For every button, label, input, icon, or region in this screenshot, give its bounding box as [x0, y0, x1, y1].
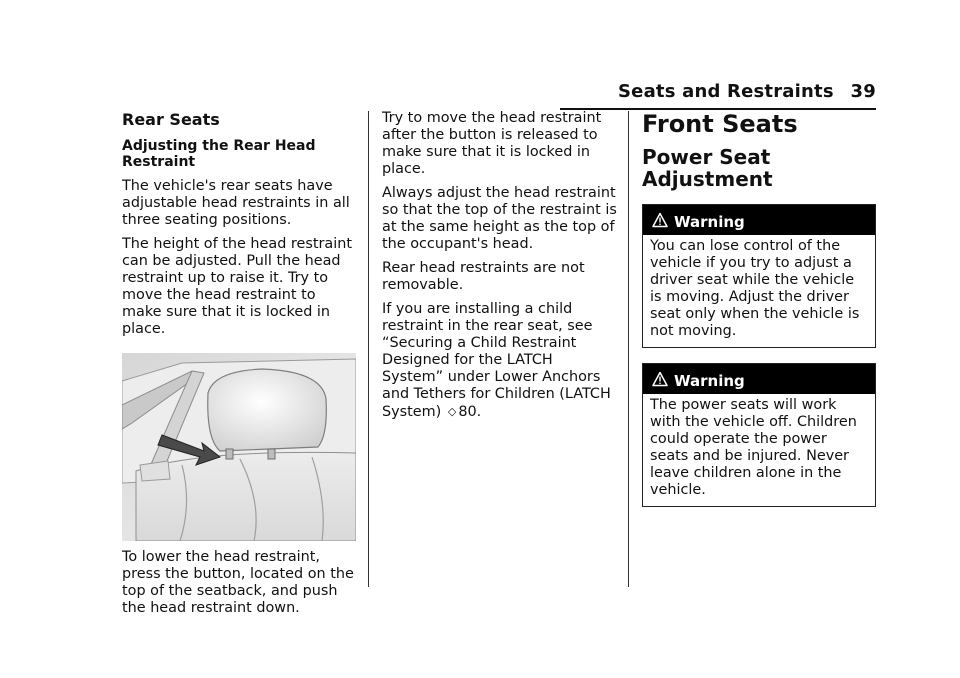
warning-label-1: Warning	[674, 213, 745, 231]
paragraph-check-locked: Try to move the head restraint after the button is released to make sure that it is locked in place.	[382, 110, 602, 177]
rear-head-restraint-illustration	[122, 353, 356, 541]
warning-text-1: You can lose control of the vehicle if you try to adjust a driver seat while the vehicle is moving. Adjust the driver seat only when the vehicle is not moving.	[650, 238, 860, 339]
warning-triangle-icon	[652, 371, 668, 387]
column-divider-1	[368, 111, 369, 587]
paragraph-height-adjust: The height of the head restraint can be adjusted. Pull the head restraint up to raise it. Try to move the head restraint to make sure that it is locked in place.	[122, 236, 353, 337]
warning-triangle-icon	[652, 212, 668, 228]
column-rear-seats	[122, 111, 358, 617]
xref-page-link[interactable]: 80.	[458, 404, 482, 420]
paragraph-rear-seats-intro: The vehicle's rear seats have adjustable head restraints in all three seating positions.	[122, 178, 350, 228]
warning-header-2	[643, 364, 875, 394]
column-divider-2	[628, 111, 629, 587]
cross-reference-icon: ◇	[447, 405, 457, 418]
warning-text-2: The power seats will work with the vehicle off. Children could operate the power seats and be injured. Never leave children alone in the vehicle.	[650, 397, 857, 498]
subheading-power-seat-adjustment: Power Seat Adjustment	[642, 145, 773, 191]
page-number: 39	[850, 81, 876, 102]
warning-label-2: Warning	[674, 372, 745, 390]
column-front-seats	[642, 111, 876, 507]
column-rear-seats-continued	[382, 110, 618, 421]
paragraph-always-adjust: Always adjust the head restraint so that the top of the restraint is at the same height as the top of the occupant's head.	[382, 185, 617, 252]
paragraph-child-restraint	[382, 301, 618, 421]
paragraph-not-removable: Rear head restraints are not removable.	[382, 260, 585, 293]
subheading-adjusting-rear-head-restraint: Adjusting the Rear Head Restraint	[122, 138, 316, 170]
heading-rear-seats: Rear Seats	[122, 110, 220, 129]
paragraph-lower-head-restraint: To lower the head restraint, press the button, located on the top of the seatback, and push the head restraint down.	[122, 549, 354, 616]
child-restraint-text: If you are installing a child restraint in the rear seat, see “Securing a Child Restraint Designed for the LATCH System” under Lower Anchors and Tethers for Children (LATCH System)	[382, 301, 611, 420]
seat-illustration-svg	[122, 353, 356, 541]
warning-header-1	[643, 205, 875, 235]
warning-box-1	[642, 204, 876, 348]
warning-box-2	[642, 363, 876, 507]
section-title: Seats and Restraints	[618, 81, 834, 102]
heading-front-seats: Front Seats	[642, 110, 798, 138]
